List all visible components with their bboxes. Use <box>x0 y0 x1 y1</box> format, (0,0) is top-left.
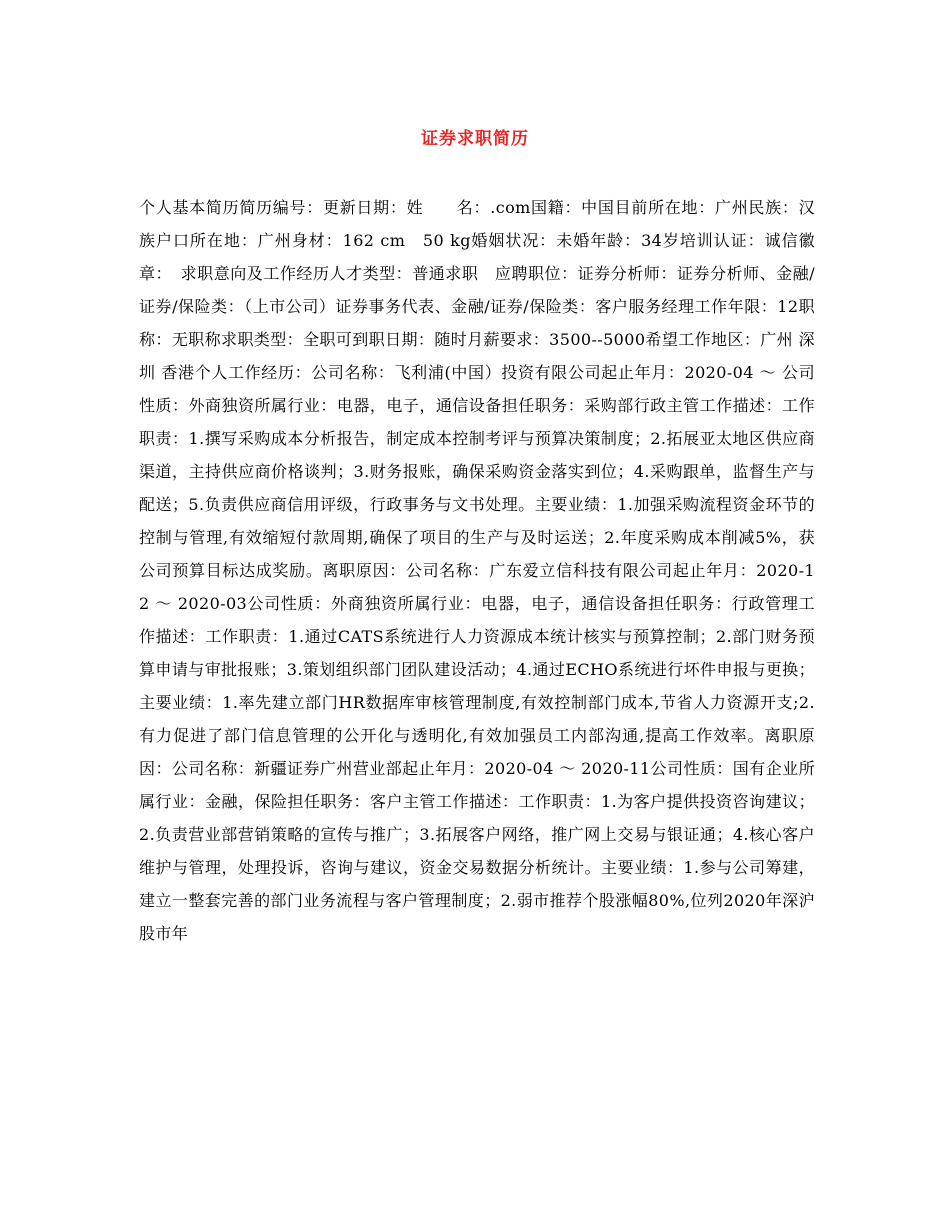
resume-body-text: 个人基本简历简历编号：更新日期：姓 名：.com国籍：中国目前所在地：广州民族：汉族户口所在地：广州身材：162 cm 50 kg婚姻状况：未婚年龄：34岁培训认证：诚信徽章： 求职意向及工作经历人才类型：普通求职 应聘职位：证券分析师：证券分析师、金融/证券/保险类：（上市公司）证券事务代表、金融/证券/保险类：客户服务经理工作年限：12职称：无职称求职类型：全职可到职日期：随时月薪要求：3500--5000希望工作地区：广州 深圳 香港个人工作经历：公司名称：飞利浦(中国）投资有限公司起止年月：2020-04 ～ 公司性质：外商独资所属行业：电器，电子，通信设备担任职务：采购部行政主管工作描述：工作职责：1.撰写采购成本分析报告，制定成本控制考评与预算决策制度；2.拓展亚太地区供应商渠道，主持供应商价格谈判；3.财务报账，确保采购资金落实到位；4.采购跟单，监督生产与配送；5.负责供应商信用评级，行政事务与文书处理。主要业绩：1.加强采购流程资金环节的控制与管理,有效缩短付款周期,确保了项目的生产与及时运送；2.年度采购成本削减5%，获公司预算目标达成奖励。离职原因：公司名称：广东爱立信科技有限公司起止年月：2020-12 ～ 2020-03公司性质：外商独资所属行业：电器，电子，通信设备担任职务：行政管理工作描述：工作职责：1.通过CATS系统进行人力资源成本统计核实与预算控制；2.部门财务预算申请与审批报账；3.策划组织部门团队建设活动；4.通过ECHO系统进行坏件申报与更换；主要业绩：1.率先建立部门HR数据库审核管理制度,有效控制部门成本,节省人力资源开支;2.有力促进了部门信息管理的公开化与透明化,有效加强员工内部沟通,提高工作效率。离职原因：公司名称：新疆证券广州营业部起止年月：2020-04 ～ 2020-11公司性质：国有企业所属行业：金融，保险担任职务：客户主管工作描述：工作职责：1.为客户提供投资咨询建议；2.负责营业部营销策略的宣传与推广；3.拓展客户网络，推广网上交易与银证通；4.核心客户维护与管理，处理投诉，咨询与建议，资金交易数据分析统计。主要业绩：1.参与公司筹建，建立一整套完善的部门业务流程与客户管理制度；2.弱市推荐个股涨幅80%,位列2020年深沪股市年 <box>139 198 815 943</box>
document-title: 证券求职简历 <box>421 129 529 149</box>
